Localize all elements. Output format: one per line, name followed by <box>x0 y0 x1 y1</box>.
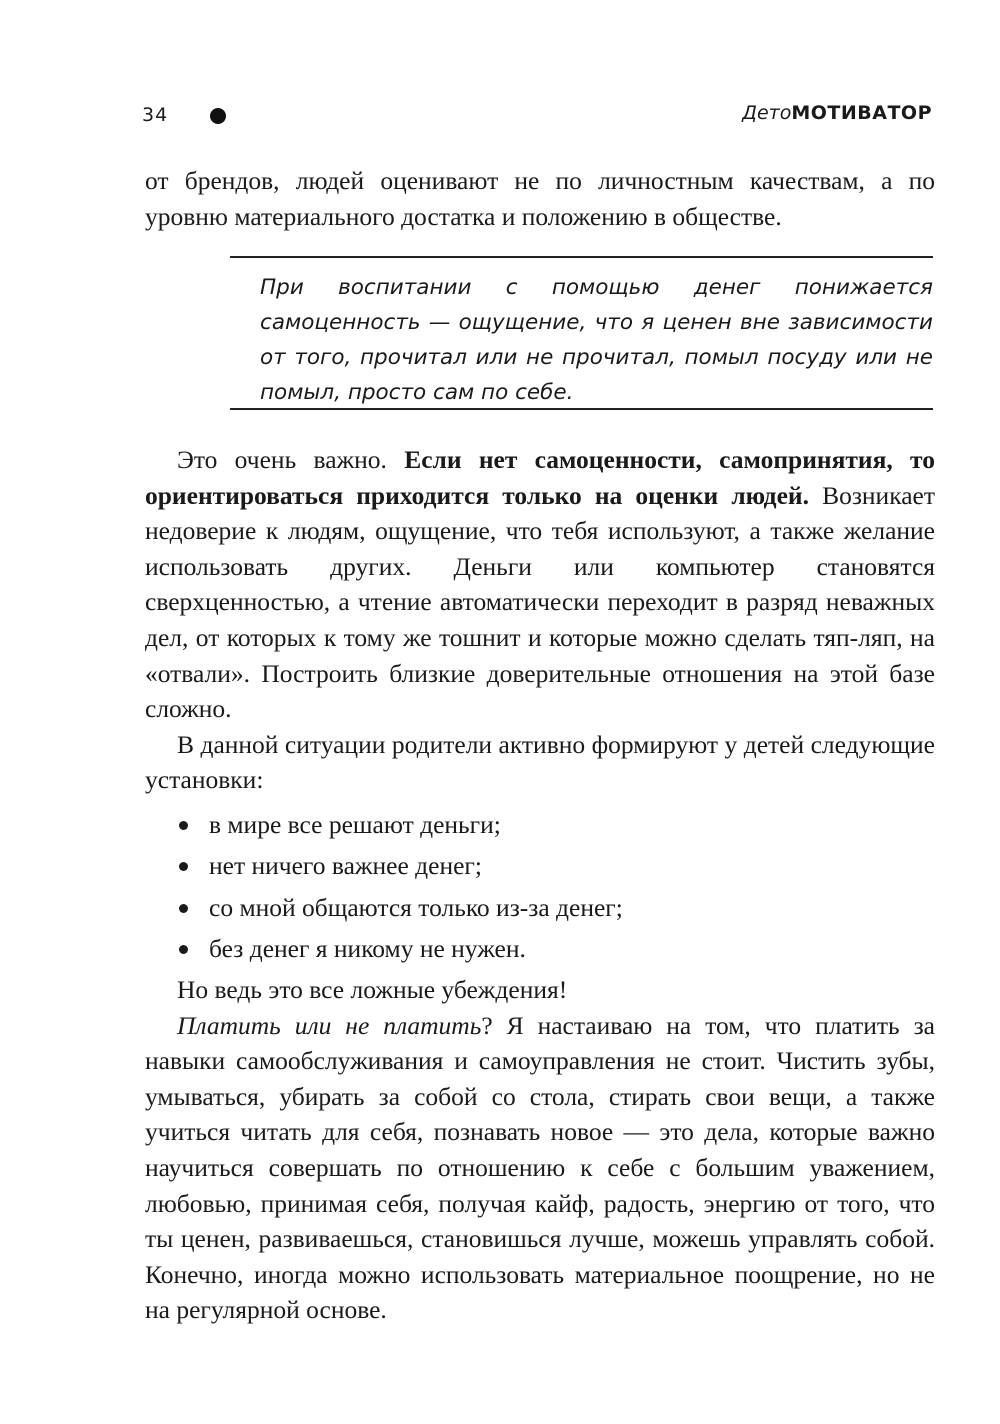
list-item-text: со мной общаются только из-за денег; <box>209 892 623 922</box>
bullet-list <box>145 804 935 970</box>
paragraph-4-rest: ? Я настаиваю на том, что платить за навыки самообслуживания и самоуправления не стоит. Чистить зубы, умываться, убирать за собой со стола, стирать свои вещи, а также учиться читать для себя, познавать новое — это дела, которые важно научиться совершать по отношению к себе с большим уважением, любовью, принимая себя, получая кайф, радость, энергию от того, что ты ценен, развиваешься, становишься лучше, можешь управлять собой. Конечно, иногда можно использовать материальное поощрение, но не на регулярной основе. <box>145 1010 935 1325</box>
paragraph-1-rest: Возникает недоверие к людям, ощущение, что тебя используют, а также желание использовать других. Деньги или компьютер становятся сверхценностью, а чтение автоматически переходит в разряд неважных дел, от которых к тому же тошнит и которые можно сделать тяп-ляп, на «отвали». Построить близкие доверительные отношения на этой базе сложно. <box>145 480 935 724</box>
list-item <box>145 804 935 846</box>
paragraph-3: Но ведь это все ложные убеждения! <box>177 974 568 1004</box>
paragraph-4 <box>145 1008 935 1328</box>
book-title <box>742 102 932 124</box>
list-item-text: в мире все решают деньги; <box>209 809 501 839</box>
list-item-text: без денег я никому не нужен. <box>209 934 526 964</box>
paragraph-1-lead: Это очень важно. <box>177 445 405 474</box>
callout-text: При воспитании с помощью денег понижается самоценность — ощущение, что я ценен вне зависимости от того, прочитал или не прочитал, помыл посуду или не помыл, просто сам по себе. <box>260 275 933 405</box>
list-item <box>145 845 935 887</box>
book-title-main: МОТИВАТОР <box>791 102 932 124</box>
main-text-block <box>145 442 935 1328</box>
bullet-icon <box>179 821 188 830</box>
paragraph-2: В данной ситуации родители активно формируют у детей следующие установки: <box>145 729 935 795</box>
paragraph-top: от брендов, людей оценивают не по личностным качествам, а по уровню материального достатка и положению в обществе. <box>145 166 935 231</box>
page-number: 34 <box>142 104 169 126</box>
bullet-icon <box>179 945 188 954</box>
running-header <box>142 102 932 132</box>
paragraph-4-italic: Платить или не платить <box>177 1010 482 1040</box>
book-title-prefix: Дето <box>742 102 792 124</box>
list-item <box>145 887 935 929</box>
paragraph-1-bold: Если нет самоценности, самопринятия, то ориентироваться приходится только на оценки людей. <box>145 445 935 510</box>
bullet-dot-icon <box>210 108 226 124</box>
list-item <box>145 928 935 970</box>
bullet-icon <box>179 862 188 871</box>
callout-box <box>230 256 933 410</box>
list-item-text: нет ничего важнее денег; <box>209 851 482 881</box>
bullet-icon <box>179 904 188 913</box>
paragraph-1 <box>145 442 935 727</box>
